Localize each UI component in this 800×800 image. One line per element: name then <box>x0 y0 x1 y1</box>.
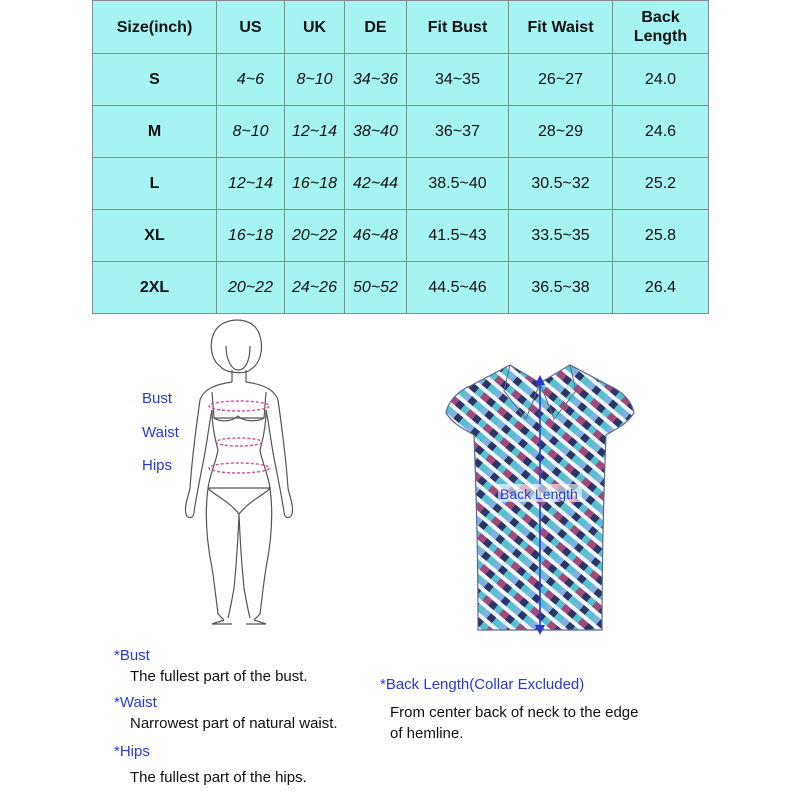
uk-cell: 24~26 <box>285 262 345 314</box>
figure-label-hips: Hips <box>142 457 173 474</box>
header-us: US <box>217 1 285 54</box>
table-row <box>93 262 709 314</box>
header-back-length: Back Length <box>613 1 709 54</box>
note-back-length-title: *Back Length(Collar Excluded) <box>380 676 585 693</box>
fit-bust-cell: 41.5~43 <box>407 210 509 262</box>
de-cell: 34~36 <box>345 54 407 106</box>
back-length-cell: 24.0 <box>613 54 709 106</box>
de-cell: 50~52 <box>345 262 407 314</box>
body-measurement-figure <box>100 318 370 628</box>
back-length-cell: 25.2 <box>613 158 709 210</box>
us-cell: 4~6 <box>217 54 285 106</box>
fit-bust-cell: 36~37 <box>407 106 509 158</box>
note-waist-title: *Waist <box>114 694 157 711</box>
back-length-cell: 24.6 <box>613 106 709 158</box>
note-hips-title: *Hips <box>114 743 150 760</box>
size-cell: S <box>93 54 217 106</box>
size-cell: XL <box>93 210 217 262</box>
table-row <box>93 54 709 106</box>
table-row <box>93 106 709 158</box>
table-row <box>93 158 709 210</box>
fit-bust-cell: 38.5~40 <box>407 158 509 210</box>
measurement-lines <box>209 401 269 473</box>
de-cell: 38~40 <box>345 106 407 158</box>
hips-measure-line <box>209 463 269 473</box>
size-cell: 2XL <box>93 262 217 314</box>
fit-waist-cell: 30.5~32 <box>509 158 613 210</box>
uk-cell: 20~22 <box>285 210 345 262</box>
note-back-length-desc-2: of hemline. <box>390 725 464 742</box>
bust-measure-line <box>209 401 269 411</box>
arrow-head-top-icon <box>535 375 545 385</box>
us-cell: 20~22 <box>217 262 285 314</box>
us-cell: 12~14 <box>217 158 285 210</box>
note-bust-desc: The fullest part of the bust. <box>130 668 308 685</box>
header-fit-bust: Fit Bust <box>407 1 509 54</box>
fit-waist-cell: 28~29 <box>509 106 613 158</box>
table-row <box>93 210 709 262</box>
header-fit-waist: Fit Waist <box>509 1 613 54</box>
de-cell: 42~44 <box>345 158 407 210</box>
figure-label-bust: Bust <box>142 390 173 407</box>
uk-cell: 8~10 <box>285 54 345 106</box>
fit-waist-cell: 26~27 <box>509 54 613 106</box>
shirt-label-back-length: Back Length <box>500 486 578 502</box>
header-de: DE <box>345 1 407 54</box>
us-cell: 8~10 <box>217 106 285 158</box>
uk-cell: 16~18 <box>285 158 345 210</box>
uk-cell: 12~14 <box>285 106 345 158</box>
de-cell: 46~48 <box>345 210 407 262</box>
table-header-row <box>93 1 709 54</box>
fit-waist-cell: 36.5~38 <box>509 262 613 314</box>
header-uk: UK <box>285 1 345 54</box>
note-waist-desc: Narrowest part of natural waist. <box>130 715 338 732</box>
fit-waist-cell: 33.5~35 <box>509 210 613 262</box>
size-cell: M <box>93 106 217 158</box>
size-chart-table <box>92 0 709 314</box>
waist-measure-line <box>216 438 262 446</box>
back-length-cell: 26.4 <box>613 262 709 314</box>
body-outline <box>185 320 292 624</box>
size-cell: L <box>93 158 217 210</box>
note-hips-desc: The fullest part of the hips. <box>130 769 307 786</box>
us-cell: 16~18 <box>217 210 285 262</box>
figure-label-waist: Waist <box>142 424 179 441</box>
fit-bust-cell: 44.5~46 <box>407 262 509 314</box>
note-bust-title: *Bust <box>114 647 150 664</box>
note-back-length-desc-1: From center back of neck to the edge <box>390 704 639 721</box>
fit-bust-cell: 34~35 <box>407 54 509 106</box>
back-length-cell: 25.8 <box>613 210 709 262</box>
header-size: Size(inch) <box>93 1 217 54</box>
